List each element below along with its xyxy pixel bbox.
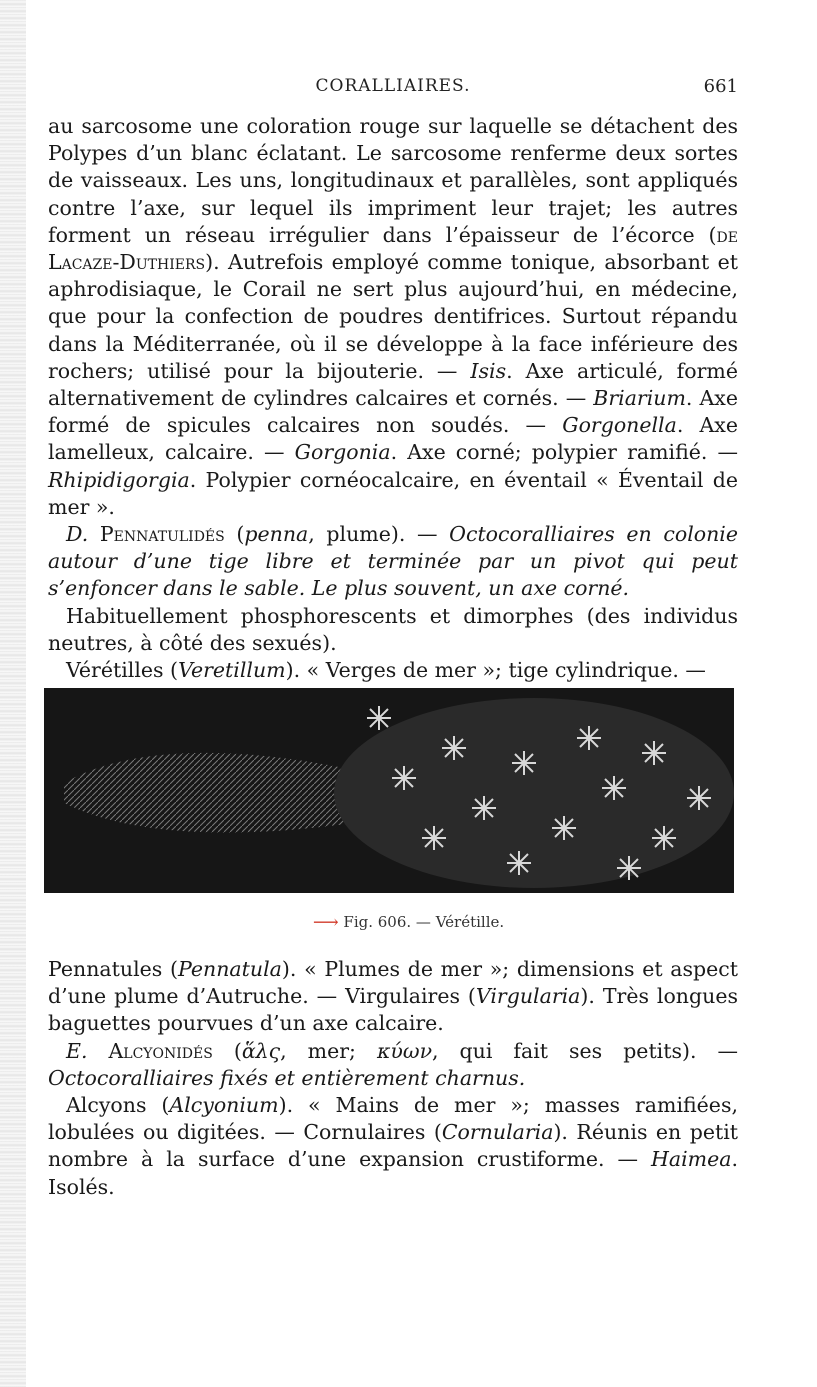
text-run: . Isolés. xyxy=(48,1147,738,1199)
text-run: , mer; xyxy=(280,1038,377,1063)
genus-name: Pennatula xyxy=(178,957,282,981)
text-run: Pennatules ( xyxy=(48,957,178,981)
author-reference: de Lacaze-Duthiers xyxy=(48,222,738,275)
text-block-lower xyxy=(48,956,738,1201)
paragraph-pennatules xyxy=(48,956,738,1038)
paragraph-veretilles xyxy=(48,657,738,684)
paragraph-corail xyxy=(48,113,738,521)
page-binding-edge xyxy=(0,0,26,1387)
text-run: ). « Mains de mer »; masses ramifiées, lobulées ou digitées. — Cornulaires ( xyxy=(48,1093,738,1145)
veretille-engraving xyxy=(44,688,734,893)
text-run: ). « Verges de mer »; tige cylindrique. — xyxy=(285,658,706,683)
figure-veretille-illustration xyxy=(44,688,734,893)
genus-name: Rhipidigorgia xyxy=(48,467,190,492)
section-definition: Octocoralliaires en colonie autour d’une tige libre et terminée par un pivot qui peut s’enfoncer dans le sable. Le plus souvent, un axe corné. xyxy=(48,522,738,601)
text-run: . Polypier cornéocalcaire, en éventail « Éventail de mer ». xyxy=(48,467,738,519)
figure-caption xyxy=(0,912,817,933)
genus-name: Isis xyxy=(470,358,507,383)
genus-name: Briarium xyxy=(593,386,686,411)
pointer-arrow-icon: ⟶ xyxy=(312,912,339,933)
section-d-pennatulides xyxy=(48,521,738,603)
latin-etymology: penna xyxy=(244,522,309,547)
section-letter: E. xyxy=(66,1038,88,1063)
page-number: 661 xyxy=(703,76,738,97)
genus-name: Veretillum xyxy=(178,658,286,683)
genus-name: Alcyonium xyxy=(169,1093,279,1118)
text-run: ( xyxy=(224,522,245,547)
paragraph-alcyons xyxy=(48,1092,738,1201)
genus-name: Gorgonella xyxy=(562,413,677,438)
text-run: . Axe formé de spicules calcaires non soudés. — xyxy=(48,386,738,438)
text-run: ). Très longues baguettes pourvues d’un axe calcaire. xyxy=(48,984,738,1036)
greek-etymology: κύων xyxy=(376,1038,433,1063)
text-run: . Axe lamelleux, calcaire. — xyxy=(48,413,738,465)
greek-etymology: ἅλς xyxy=(241,1038,281,1063)
text-run: , plume). — xyxy=(308,522,450,547)
polyp-cluster xyxy=(334,698,734,888)
text-run: ). Réunis en petit nombre à la surface d’une expansion crustiforme. — xyxy=(48,1120,739,1172)
text-block-upper xyxy=(48,113,738,684)
text-run: ). Autrefois employé comme tonique, absorbant et aphrodisiaque, le Corail ne sert plus aujourd’hui, en médecine, que pour la confection de poudres dentifrices. Surtout répandu dans la Méditerranée, où il se développe à la face inférieure des rochers; utilisé pour la bijouterie. — xyxy=(48,250,738,383)
text-run: ). « Plumes de mer »; dimensions et aspect d’une plume d’Autruche. — Virgulaires ( xyxy=(48,957,739,1009)
paragraph-habituellement: Habituellement phosphorescents et dimorphes (des individus neutres, à côté des sexués). xyxy=(48,603,738,655)
genus-name: Haimea xyxy=(651,1147,732,1172)
text-run: . Axe corné; polypier ramifié. — xyxy=(390,440,738,465)
section-definition: Octocoralliaires fixés et entièrement charnus. xyxy=(48,1065,526,1090)
section-letter: D. xyxy=(66,522,89,547)
figure-caption-text: Fig. 606. — Vérétille. xyxy=(343,913,505,931)
genus-name: Gorgonia xyxy=(294,440,391,465)
text-run: Alcyons ( xyxy=(66,1093,170,1118)
text-run: , qui fait ses petits). — xyxy=(432,1038,739,1063)
text-run: . Axe articulé, formé alternativement de cylindres calcaires et cornés. — xyxy=(48,358,738,411)
section-heading: Pennatulidés xyxy=(99,522,225,547)
genus-name: Virgularia xyxy=(475,984,581,1009)
genus-name: Cornularia xyxy=(441,1120,554,1145)
section-heading: Alcyonidés xyxy=(108,1038,213,1063)
running-title: CORALLIAIRES. xyxy=(315,76,471,96)
text-run: au sarcosome une coloration rouge sur laquelle se détachent des Polypes d’un blanc éclatant. Le sarcosome renferme deux sortes de vaisseaux. Les uns, longitudinaux et parallèles, sont appliqués contre l’axe, sur lequel ils impriment leur trajet; les autres forment un réseau irrégulier dans l’épaisseur de l’écorce ( xyxy=(48,114,738,247)
text-run: ( xyxy=(212,1038,242,1063)
page-header xyxy=(48,76,738,100)
text-run: Vérétilles ( xyxy=(66,658,179,683)
section-e-alcyonides xyxy=(48,1038,738,1092)
